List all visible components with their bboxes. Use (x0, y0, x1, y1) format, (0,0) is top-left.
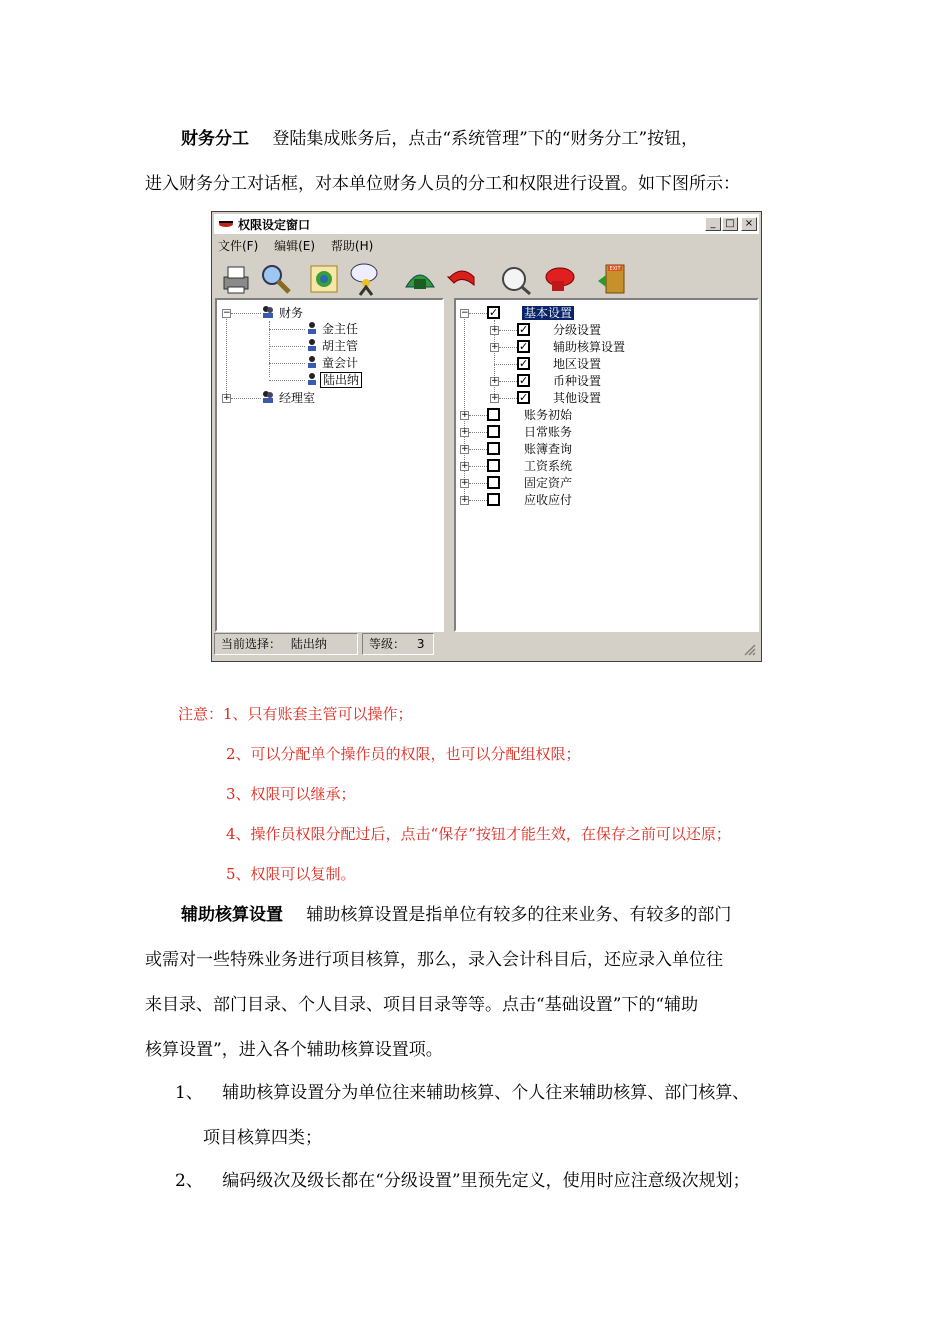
undo-icon[interactable] (444, 261, 480, 297)
tree-node-setting[interactable]: 地区设置 (553, 357, 602, 371)
para2-line4: 核算设置”，进入各个辅助核算设置项。 (145, 1040, 443, 1060)
heading-financial-division: 财务分工 (181, 129, 249, 149)
para2-line1: 辅助核算设置是指单位有较多的往来业务、有较多的部门 (306, 905, 732, 925)
tree-node-finance[interactable]: 财务 (279, 306, 304, 320)
checkbox-unchecked[interactable] (487, 459, 500, 472)
menu-file[interactable]: 文件(F) (218, 239, 259, 253)
status-level-value: 3 (416, 637, 425, 651)
expand-toggle[interactable]: + (223, 393, 231, 403)
menu-edit[interactable]: 编辑(E) (274, 239, 316, 253)
permission-tree-pane[interactable] (454, 298, 759, 632)
status-current-label: 当前选择： (221, 637, 282, 651)
status-current-value: 陆出纳 (290, 637, 327, 651)
exit-sign-text: EXIT (609, 266, 621, 272)
list-item-1-cont: 项目核算四类； (203, 1128, 322, 1148)
app-icon (218, 219, 234, 229)
tree-node-user[interactable]: 胡主管 (322, 339, 359, 353)
note-2: 2、可以分配单个操作员的权限，也可以分配组权限； (226, 745, 581, 763)
maximize-button[interactable]: □ (722, 217, 738, 231)
expand-toggle[interactable]: + (461, 495, 469, 505)
checkbox-checked[interactable]: ✓ (519, 323, 529, 336)
note-5: 5、权限可以复制。 (226, 865, 356, 883)
collapse-toggle[interactable]: − (223, 308, 231, 318)
user-icon (305, 338, 319, 352)
status-level-label: 等级： (369, 637, 406, 651)
refresh-icon[interactable] (306, 261, 342, 297)
tree-node-setting[interactable]: 辅助核算设置 (553, 340, 626, 354)
expand-toggle[interactable]: + (491, 342, 499, 352)
list-item-1 (175, 1082, 749, 1104)
list-number: 1、 (175, 1083, 203, 1103)
tree-node-module[interactable]: 账簿查询 (524, 442, 573, 456)
delete-icon[interactable] (542, 261, 578, 297)
permission-window (211, 211, 762, 662)
checkbox-checked[interactable]: ✓ (519, 374, 529, 387)
note-3: 3、权限可以继承； (226, 785, 356, 803)
tree-node-setting[interactable]: 分级设置 (553, 323, 602, 337)
expand-toggle[interactable]: + (461, 478, 469, 488)
tree-node-module[interactable]: 固定资产 (524, 476, 573, 490)
expand-toggle[interactable]: + (461, 461, 469, 471)
printer-icon[interactable] (218, 261, 254, 297)
note-1: 注意：1、只有账套主管可以操作； (178, 705, 413, 723)
user-icon (305, 372, 319, 386)
title-bar (214, 214, 759, 234)
tree-node-setting[interactable]: 其他设置 (553, 391, 602, 405)
checkbox-checked[interactable]: ✓ (519, 340, 529, 353)
save-icon[interactable] (402, 261, 438, 297)
close-button[interactable]: × (741, 217, 757, 231)
tree-node-manager-office[interactable]: 经理室 (279, 391, 316, 405)
paragraph-1 (181, 128, 698, 150)
tree-node-module[interactable]: 应收应付 (524, 493, 573, 507)
tree-node-user[interactable]: 金主任 (322, 322, 359, 336)
resize-grip-icon[interactable] (742, 642, 756, 656)
checkbox-unchecked[interactable] (487, 425, 500, 438)
checkbox-unchecked[interactable] (487, 476, 500, 489)
tree-node-basic-settings[interactable]: 基本设置 (524, 306, 573, 320)
expand-toggle[interactable]: + (461, 444, 469, 454)
tree-node-module[interactable]: 日常账务 (524, 425, 573, 439)
para1-line2: 进入财务分工对话框，对本单位财务人员的分工和权限进行设置。如下图所示： (145, 174, 740, 194)
expand-toggle[interactable]: + (491, 393, 499, 403)
tree-node-module[interactable]: 账务初始 (524, 408, 573, 422)
para1-line1: 登陆集成账务后，点击“系统管理”下的“财务分工”按钮， (272, 129, 699, 149)
checkbox-unchecked[interactable] (487, 493, 500, 506)
checkbox-checked[interactable]: ✓ (519, 357, 529, 370)
expand-toggle[interactable]: + (461, 427, 469, 437)
expand-toggle[interactable]: + (491, 376, 499, 386)
paragraph-2 (181, 904, 731, 926)
group-icon (261, 390, 275, 404)
tree-node-setting[interactable]: 币种设置 (553, 374, 602, 388)
window-title: 权限设定窗口 (238, 218, 311, 232)
heading-auxiliary-settings: 辅助核算设置 (181, 905, 283, 925)
tree-node-selected-user[interactable]: 陆出纳 (320, 372, 362, 388)
status-current-selection (214, 633, 358, 655)
menu-bar (218, 237, 385, 255)
collapse-toggle[interactable]: − (461, 308, 469, 318)
checkbox-unchecked[interactable] (487, 442, 500, 455)
para2-line3: 来目录、部门目录、个人目录、项目目录等等。点击“基础设置”下的“辅助 (145, 995, 699, 1015)
list-text: 辅助核算设置分为单位往来辅助核算、个人往来辅助核算、部门核算、 (222, 1083, 750, 1103)
status-level (362, 633, 434, 655)
expand-toggle[interactable]: + (461, 410, 469, 420)
user-icon (305, 321, 319, 335)
tree-node-module[interactable]: 工资系统 (524, 459, 573, 473)
menu-help[interactable]: 帮助(H) (330, 239, 374, 253)
expand-toggle[interactable]: + (491, 325, 499, 335)
user-icon (305, 355, 319, 369)
note-4: 4、操作员权限分配过后，点击“保存”按钮才能生效，在保存之前可以还原； (226, 825, 731, 843)
search-icon[interactable] (258, 261, 294, 297)
checkbox-unchecked[interactable] (487, 408, 500, 421)
user-tree-pane[interactable] (215, 298, 444, 632)
tree-node-user[interactable]: 童会计 (322, 356, 359, 370)
exit-icon[interactable] (596, 261, 632, 297)
para2-line2: 或需对一些特殊业务进行项目核算，那么，录入会计科目后，还应录入单位往 (145, 950, 723, 970)
group-icon (261, 305, 275, 319)
list-number: 2、 (175, 1171, 203, 1191)
list-item-2 (175, 1170, 750, 1192)
checkbox-checked[interactable]: ✓ (489, 306, 499, 319)
magnifier-icon[interactable] (498, 261, 534, 297)
list-text: 编码级次及级长都在“分级设置”里预先定义，使用时应注意级次规划； (222, 1171, 750, 1191)
minimize-button[interactable]: _ (705, 217, 721, 231)
checkbox-checked[interactable]: ✓ (519, 391, 529, 404)
user-run-icon[interactable] (346, 261, 382, 297)
